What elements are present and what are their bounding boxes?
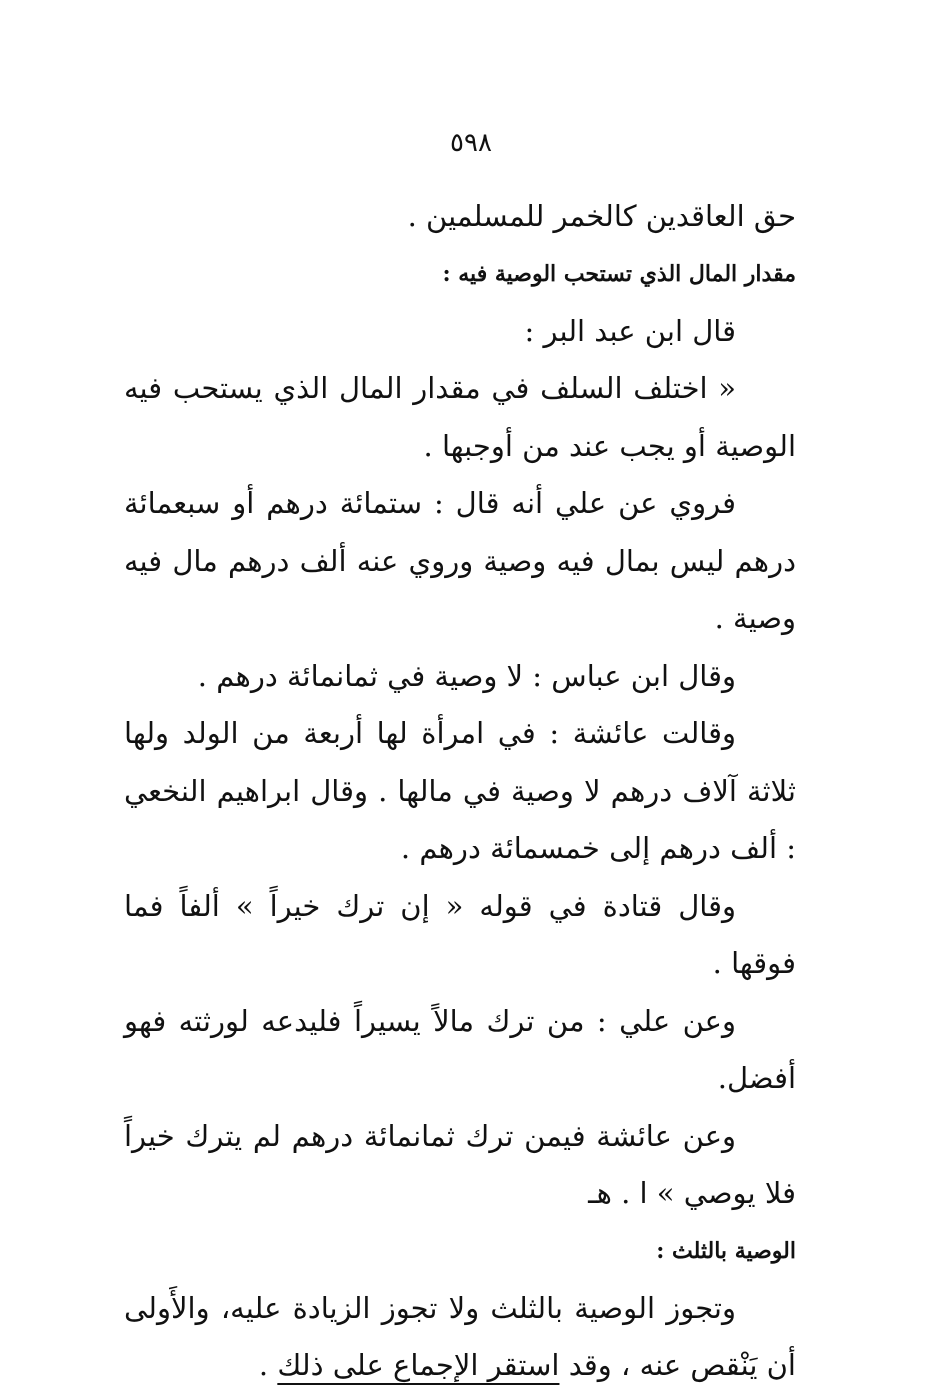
page-number: ٥٩٨	[450, 128, 492, 158]
section-heading-amount: مقدار المال الذي تستحب الوصية فيه :	[442, 260, 796, 287]
paragraph-7: وعن عائشة فيمن ترك ثمانمائة درهم لم يترك خيراً فلا يوصي » ا . هـ	[124, 1118, 796, 1210]
underlined-phrase: استقر الإجماع على ذلك	[277, 1348, 560, 1382]
paragraph-8-text: وتجوز الوصية بالثلث ولا تجوز الزيادة عليه، والأَولى أن يَنْقص عنه ، وقد	[124, 1290, 796, 1382]
paragraph-3: وقال ابن عباس : لا وصية في ثمانمائة درهم .	[197, 658, 736, 693]
paragraph-6: وعن علي : من ترك مالاً يسيراً فليدعه لورثته فهو أفضل.	[124, 1003, 796, 1095]
paragraph-1: « اختلف السلف في مقدار المال الذي يستحب فيه الوصية أو يجب عند من أوجبها .	[124, 371, 796, 463]
paragraph-5: وقال قتادة في قوله « إن ترك خيراً » ألفاً فما فوقها .	[124, 888, 796, 980]
paragraph-4: وقالت عائشة : في امرأة لها أربعة من الولد ولها ثلاثة آلاف درهم لا وصية في مالها . وقال ابراهيم النخعي : ألف درهم إلى خمسمائة درهم .	[124, 716, 796, 865]
page-body	[124, 188, 796, 1395]
paragraph-8-end: .	[258, 1348, 278, 1382]
section-heading-third: الوصية بالثلث :	[656, 1237, 796, 1264]
opening-line: حق العاقدين كالخمر للمسلمين .	[407, 199, 796, 233]
quote-intro: قال ابن عبد البر :	[524, 313, 736, 348]
paragraph-8	[124, 1280, 796, 1395]
paragraph-2: فروي عن علي أنه قال : ستمائة درهم أو سبعمائة درهم ليس بمال فيه وصية وروي عنه ألف درهم مال فيه وصية .	[124, 486, 796, 635]
